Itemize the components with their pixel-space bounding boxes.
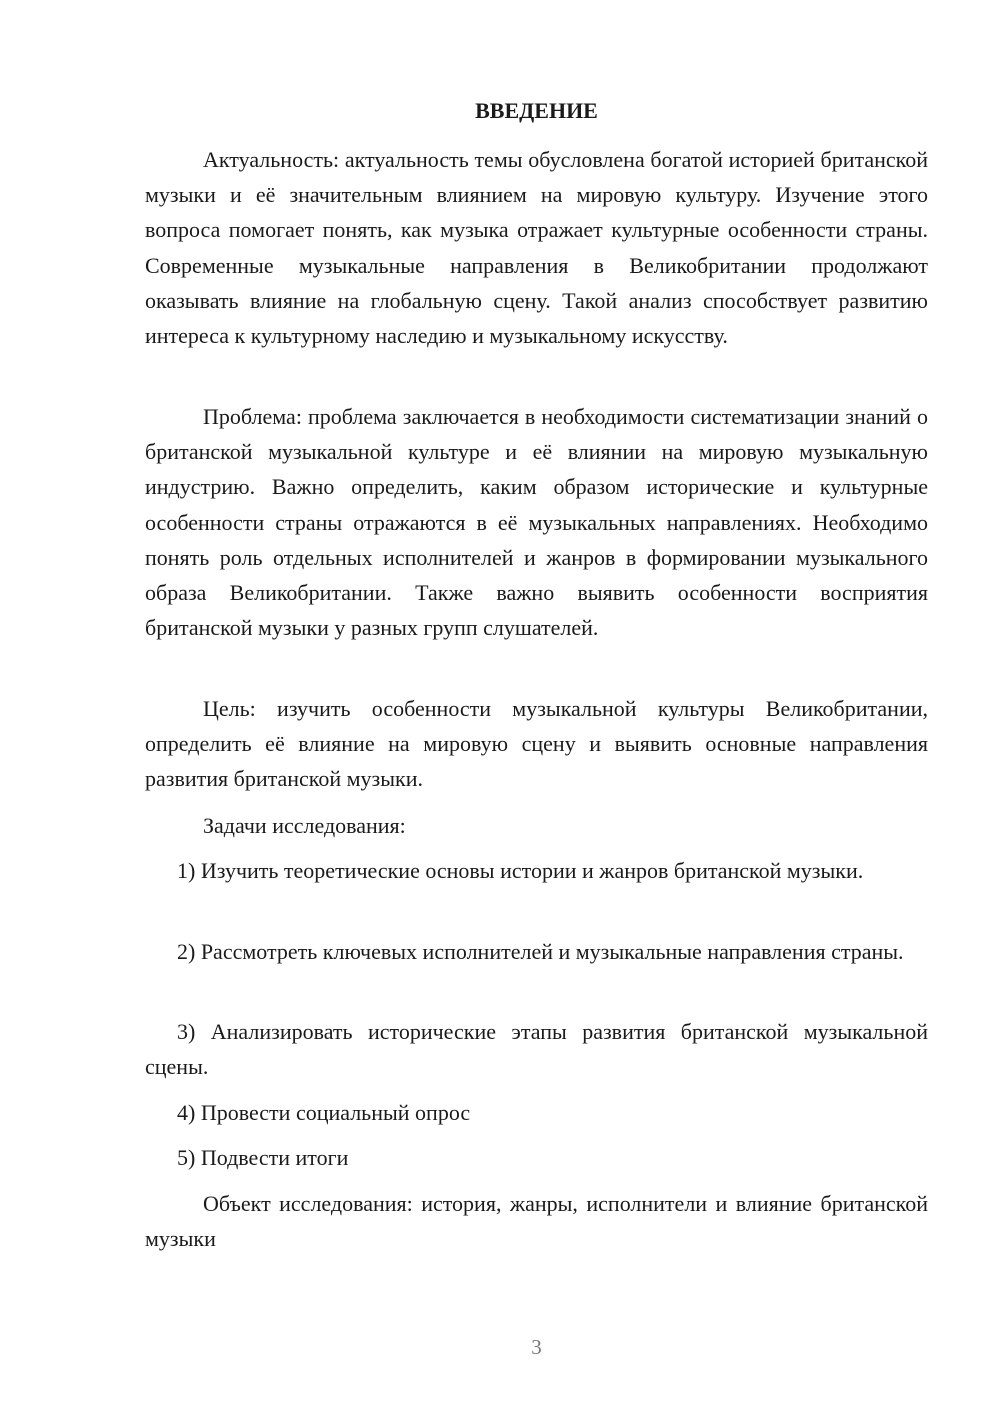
task-item-2: 2) Рассмотреть ключевых исполнителей и музыкальные направления страны.: [177, 939, 904, 964]
tasks-heading: Задачи исследования:: [203, 813, 406, 838]
document-page: [145, 0, 928, 1414]
paragraph-object: Объект исследования: история, жанры, исполнители и влияние британской музыки: [145, 1191, 928, 1252]
task-item-5: 5) Подвести итоги: [177, 1145, 349, 1170]
task-item-1: 1) Изучить теоретические основы истории и жанров британской музыки.: [177, 858, 864, 883]
paragraph-relevance: Актуальность: актуальность темы обусловлена богатой историей британской музыки и её значительным влиянием на мировую культуру. Изучение этого вопроса помогает понять, как музыка отражает культурные особенности страны. Современные музыкальные направления в Великобритании продолжают оказывать влияние на глобальную сцену. Такой анализ способствует развитию интереса к культурному наследию и музыкальному искусству.: [145, 147, 928, 349]
paragraph-goal: Цель: изучить особенности музыкальной культуры Великобритании, определить её влияние на мировую сцену и выявить основные направления развития британской музыки.: [145, 696, 928, 792]
paragraph-problem: Проблема: проблема заключается в необходимости систематизации знаний о британской музыкальной культуре и её влиянии на мировую музыкальную индустрию. Важно определить, каким образом исторические и культурные особенности страны отражаются в её музыкальных направлениях. Необходимо понять роль отдельных исполнителей и жанров в формировании музыкального образа Великобритании. Также важно выявить особенности восприятия британской музыки у разных групп слушателей.: [145, 404, 928, 641]
page-title: ВВЕДЕНИЕ: [475, 98, 598, 123]
task-item-4: 4) Провести социальный опрос: [177, 1100, 471, 1125]
task-item-3: 3) Анализировать исторические этапы развития британской музыкальной сцены.: [145, 1019, 928, 1080]
page-number: 3: [531, 1335, 542, 1359]
